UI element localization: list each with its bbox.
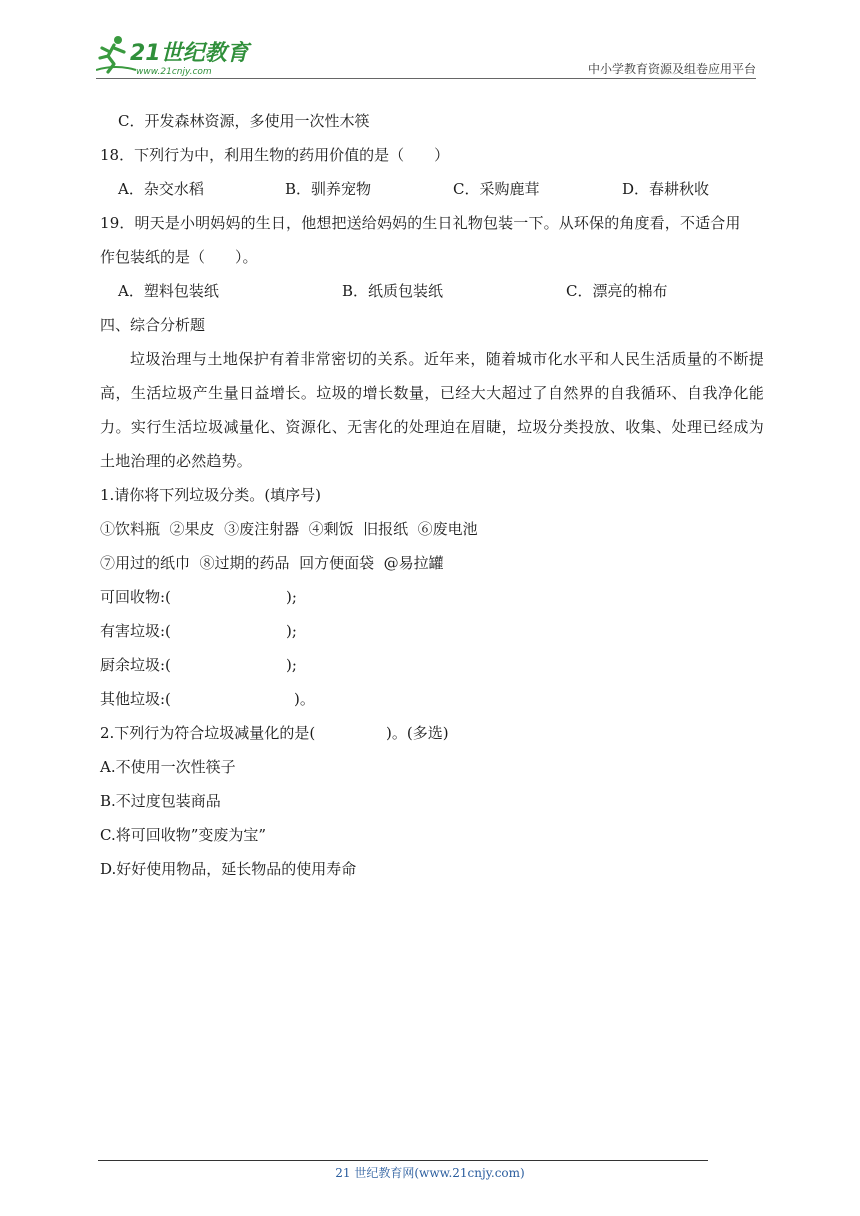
q19-option-a: A．塑料包装纸 <box>118 282 219 300</box>
q18-option-d: D．春耕秋收 <box>622 180 710 198</box>
q18-option-b: B．驯养宠物 <box>285 180 372 198</box>
header-divider <box>96 78 756 79</box>
section-4-title: 四、综合分析题 <box>100 316 206 334</box>
section-4-paragraph: 垃圾治理与土地保护有着非常密切的关系。近年来，随着城市化水平和人民生活质量的不断提高，生活垃圾产生量日益增长。垃圾的增长数量，已经大大超过了自然界的自我循环、自我净化能力。实行生活垃圾减量化、资源化、无害化的处理迫在眉睫，垃圾分类投放、收集、处理已经成为土地治理的必然趋势。 <box>100 350 764 470</box>
q18-stem: 18．下列行为中，利用生物的药用价值的是（ ） <box>100 146 450 164</box>
header-platform-text: 中小学教育资源及组卷应用平台 <box>587 62 756 76</box>
q2-stem-part1: 2.下列行为符合垃圾减量化的是( <box>100 724 316 742</box>
q17-option-c: C．开发森林资源，多使用一次性木筷 <box>118 112 370 130</box>
footer-divider <box>98 1160 708 1161</box>
q19-stem-line1: 19．明天是小明妈妈的生日，他想把送给妈妈的生日礼物包装一下。从环保的角度看，不适合用 <box>100 214 741 232</box>
blank-kitchen-end: ); <box>286 656 297 674</box>
blank-kitchen <box>100 648 764 682</box>
q19-stem-line2: 作包装纸的是（ ）。 <box>100 248 258 266</box>
blank-hazardous-end: ); <box>286 622 297 640</box>
q18-option-c: C．采购鹿茸 <box>453 180 540 198</box>
q1-stem: 1.请你将下列垃圾分类。(填序号) <box>100 486 322 504</box>
q2-option-d: D.好好使用物品，延长物品的使用寿命 <box>100 860 357 878</box>
document-body <box>100 104 764 886</box>
q19-options <box>100 274 764 308</box>
runner-logo-icon <box>96 34 266 80</box>
q2-stem-part2: )。(多选) <box>386 724 449 742</box>
site-logo[interactable] <box>96 34 266 80</box>
logo-url: www.21cnjy.com <box>136 67 212 77</box>
blank-other-label: 其他垃圾:( <box>100 690 171 708</box>
page-header <box>0 0 860 90</box>
blank-hazardous-label: 有害垃圾:( <box>100 622 171 640</box>
q1-items-line1: ①饮料瓶 ②果皮 ③废注射器 ④剩饭 旧报纸 ⑥废电池 <box>100 520 478 538</box>
q19-option-b: B．纸质包装纸 <box>342 282 444 300</box>
q2-option-a: A.不使用一次性筷子 <box>100 758 236 776</box>
blank-other-end: )。 <box>294 690 315 708</box>
footer-link[interactable]: 21 世纪教育网(www.21cnjy.com) <box>335 1166 525 1180</box>
q18-option-a: A．杂交水稻 <box>118 180 204 198</box>
q2-option-b: B.不过度包装商品 <box>100 792 221 810</box>
blank-recyclable-end: ); <box>286 588 297 606</box>
q2-stem <box>100 716 764 750</box>
logo-text: 21世纪教育 <box>130 41 249 66</box>
blank-hazardous <box>100 614 764 648</box>
q2-option-c: C.将可回收物”变废为宝” <box>100 826 267 844</box>
q1-items-line2: ⑦用过的纸巾 ⑧过期的药品 回方便面袋 @易拉罐 <box>100 554 444 572</box>
q18-options <box>100 172 764 206</box>
blank-recyclable <box>100 580 764 614</box>
blank-kitchen-label: 厨余垃圾:( <box>100 656 171 674</box>
q19-option-c: C．漂亮的棉布 <box>566 282 668 300</box>
blank-recyclable-label: 可回收物:( <box>100 588 171 606</box>
blank-other <box>100 682 764 716</box>
